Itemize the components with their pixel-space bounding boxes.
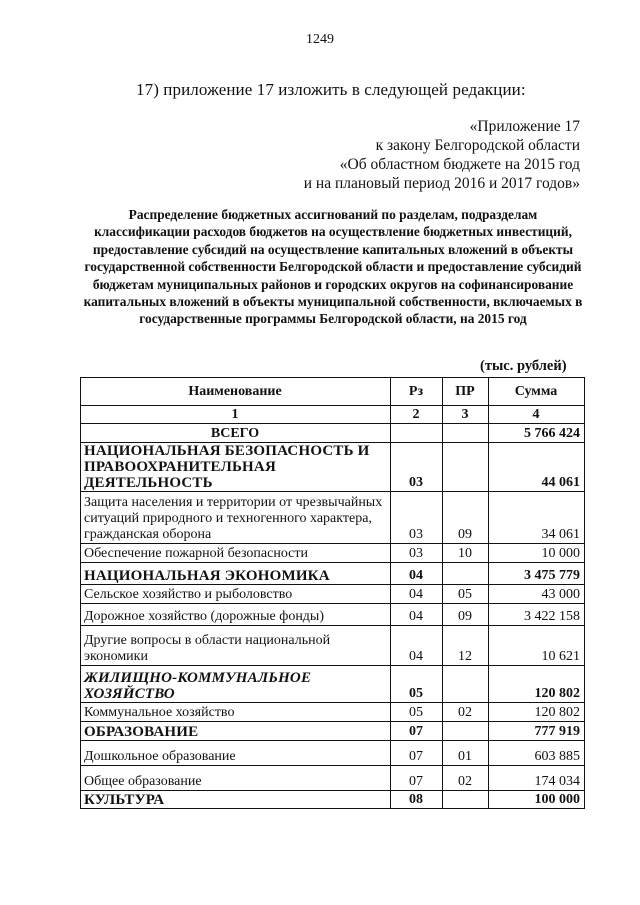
row-sum: 10 000 xyxy=(489,544,585,563)
table-row xyxy=(81,604,585,626)
row-rz: 04 xyxy=(391,563,443,585)
total-pr-empty xyxy=(443,424,489,443)
row-name: Другие вопросы в области национальной экономики xyxy=(81,626,391,666)
row-pr: 12 xyxy=(443,626,489,666)
row-pr: 10 xyxy=(443,544,489,563)
budget-table xyxy=(80,377,585,809)
row-name: Обеспечение пожарной безопасности xyxy=(81,544,391,563)
row-name: Защита населения и территории от чрезвычайных ситуаций природного и техногенного характера, гражданская оборона xyxy=(81,492,391,544)
header-rz: Рз xyxy=(391,378,443,406)
row-rz: 08 xyxy=(391,791,443,809)
row-pr xyxy=(443,791,489,809)
table-row xyxy=(81,766,585,791)
row-name: НАЦИОНАЛЬНАЯ БЕЗОПАСНОСТЬ И ПРАВООХРАНИТЕЛЬНАЯ ДЕЯТЕЛЬНОСТЬ xyxy=(81,443,391,492)
row-rz: 04 xyxy=(391,585,443,604)
row-sum: 603 885 xyxy=(489,741,585,766)
row-rz: 04 xyxy=(391,604,443,626)
units-label: (тыс. рублей) xyxy=(480,358,567,374)
row-sum: 100 000 xyxy=(489,791,585,809)
table-row xyxy=(81,703,585,722)
row-rz: 07 xyxy=(391,741,443,766)
row-pr xyxy=(443,722,489,741)
row-sum: 777 919 xyxy=(489,722,585,741)
total-sum: 5 766 424 xyxy=(489,424,585,443)
appendix-line-3: «Об областном бюджете на 2015 год xyxy=(339,156,580,173)
header-sum: Сумма xyxy=(489,378,585,406)
table-row xyxy=(81,585,585,604)
row-sum: 120 802 xyxy=(489,666,585,703)
row-rz: 04 xyxy=(391,626,443,666)
table-row xyxy=(81,443,585,492)
column-number-4: 4 xyxy=(489,406,585,424)
row-sum: 120 802 xyxy=(489,703,585,722)
appendix-heading xyxy=(250,117,580,193)
header-name: Наименование xyxy=(81,378,391,406)
row-rz: 05 xyxy=(391,666,443,703)
row-name: Общее образование xyxy=(81,766,391,791)
row-pr: 02 xyxy=(443,703,489,722)
column-number-2: 2 xyxy=(391,406,443,424)
table-row xyxy=(81,791,585,809)
header-pr: ПР xyxy=(443,378,489,406)
row-pr xyxy=(443,666,489,703)
row-name: ЖИЛИЩНО-КОММУНАЛЬНОЕ ХОЗЯЙСТВО xyxy=(81,666,391,703)
row-sum: 3 422 158 xyxy=(489,604,585,626)
page-number: 1249 xyxy=(306,32,334,47)
column-number-1: 1 xyxy=(81,406,391,424)
table-row xyxy=(81,666,585,703)
total-rz-empty xyxy=(391,424,443,443)
row-sum: 10 621 xyxy=(489,626,585,666)
row-rz: 07 xyxy=(391,722,443,741)
table-row xyxy=(81,722,585,741)
row-pr: 01 xyxy=(443,741,489,766)
row-pr: 09 xyxy=(443,604,489,626)
row-pr xyxy=(443,443,489,492)
table-row xyxy=(81,741,585,766)
row-sum: 44 061 xyxy=(489,443,585,492)
row-pr: 09 xyxy=(443,492,489,544)
row-name: Дошкольное образование xyxy=(81,741,391,766)
row-pr xyxy=(443,563,489,585)
total-label: ВСЕГО xyxy=(81,424,391,443)
row-name: НАЦИОНАЛЬНАЯ ЭКОНОМИКА xyxy=(81,563,391,585)
row-sum: 34 061 xyxy=(489,492,585,544)
amendment-instruction: 17) приложение 17 изложить в следующей редакции: xyxy=(136,80,526,99)
row-rz: 03 xyxy=(391,443,443,492)
row-rz: 03 xyxy=(391,492,443,544)
row-rz: 05 xyxy=(391,703,443,722)
appendix-line-1: «Приложение 17 xyxy=(469,118,580,135)
total-row xyxy=(81,424,585,443)
table-row xyxy=(81,626,585,666)
row-rz: 03 xyxy=(391,544,443,563)
table-title: Распределение бюджетных ассигнований по разделам, подразделам классификации расходов бюджетов на осуществление бюджетных инвестиций, предоставление субсидий на осуществление капитальных вложений в объекты государственной собственности Белгородской области и предоставление субсидий бюджетам муниципальных районов и городских округов на софинансирование капитальных вложений в объекты муниципальной собственности, включаемых в государственные программы Белгородской области, на 2015 год xyxy=(83,207,583,327)
row-rz: 07 xyxy=(391,766,443,791)
row-pr: 02 xyxy=(443,766,489,791)
appendix-line-4: и на плановый период 2016 и 2017 годов» xyxy=(303,175,580,192)
row-sum: 3 475 779 xyxy=(489,563,585,585)
table-row xyxy=(81,544,585,563)
row-name: Дорожное хозяйство (дорожные фонды) xyxy=(81,604,391,626)
row-pr: 05 xyxy=(443,585,489,604)
column-number-3: 3 xyxy=(443,406,489,424)
row-name: Сельское хозяйство и рыболовство xyxy=(81,585,391,604)
row-name: ОБРАЗОВАНИЕ xyxy=(81,722,391,741)
table-row xyxy=(81,563,585,585)
row-name: Коммунальное хозяйство xyxy=(81,703,391,722)
row-name: КУЛЬТУРА xyxy=(81,791,391,809)
column-number-row xyxy=(81,406,585,424)
table-row xyxy=(81,492,585,544)
row-sum: 43 000 xyxy=(489,585,585,604)
appendix-line-2: к закону Белгородской области xyxy=(375,137,580,154)
table-header-row xyxy=(81,378,585,406)
row-sum: 174 034 xyxy=(489,766,585,791)
